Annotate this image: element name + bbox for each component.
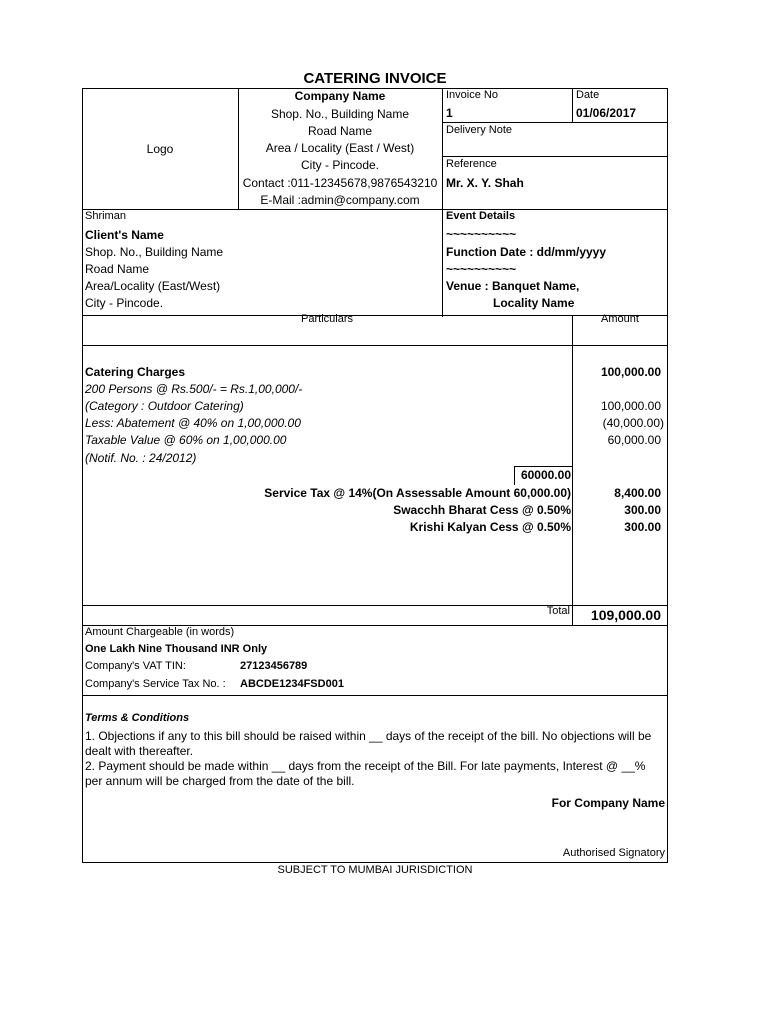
company-address-3: Area / Locality (East / West): [265, 141, 415, 155]
event-venue-2: Locality Name: [493, 296, 575, 310]
tax-amount: 300.00: [624, 503, 661, 517]
tax-amount: 300.00: [624, 520, 661, 534]
client-address-3: Area/Locality (East/West): [85, 279, 221, 293]
detail-amount: 60,000.00: [607, 433, 661, 447]
date-value: 01/06/2017: [576, 106, 637, 120]
company-address-1: Shop. No., Building Name: [270, 107, 410, 121]
client-address-1: Shop. No., Building Name: [85, 245, 224, 259]
date-divider: [572, 88, 573, 122]
terms-heading: Terms & Conditions: [85, 712, 190, 724]
detail-line: (Notif. No. : 24/2012): [85, 451, 197, 465]
catering-charges-label: Catering Charges: [85, 365, 186, 379]
service-tax-value: ABCDE1234FSD001: [240, 678, 344, 690]
client-prefix: Shriman: [85, 210, 126, 222]
tax-label: Swacchh Bharat Cess @ 0.50%: [393, 503, 571, 517]
terms-item: 2. Payment should be made within __ days from the receipt of the Bill. For late payments, Interest @ __% per annum will be charged from the date of the bill.: [85, 759, 646, 788]
event-function-date: Function Date : dd/mm/yyyy: [446, 245, 607, 259]
terms-item: 1. Objections if any to this bill should be raised within __ days of the receipt of the bill. No objections will be dealt with thereafter.: [85, 729, 652, 758]
invoice-no-value: 1: [446, 106, 453, 120]
reference-value: Mr. X. Y. Shah: [446, 176, 524, 190]
detail-line: Taxable Value @ 60% on 1,00,000.00: [85, 433, 287, 447]
detail-line: 200 Persons @ Rs.500/- = Rs.1,00,000/-: [85, 382, 303, 396]
header-bottom-line: [82, 209, 668, 210]
particulars-header: Particulars: [301, 313, 353, 325]
client-name: Client's Name: [85, 228, 164, 242]
date-label: Date: [576, 89, 600, 101]
event-separator-1: ~~~~~~~~~~: [446, 227, 517, 241]
client-address-4: City - Pincode.: [85, 296, 164, 310]
company-address-2: Road Name: [307, 124, 373, 138]
invoice-no-label: Invoice No: [446, 89, 498, 101]
event-details-label: Event Details: [446, 210, 516, 222]
delivery-note-label: Delivery Note: [446, 124, 513, 136]
for-company-name: For Company Name: [551, 796, 665, 810]
detail-line: Less: Abatement @ 40% on 1,00,000.00: [85, 416, 301, 430]
reference-label: Reference: [446, 158, 497, 170]
company-name: Company Name: [294, 89, 386, 103]
service-tax-label: Company's Service Tax No. :: [85, 678, 226, 690]
total-amount: 109,000.00: [590, 607, 661, 623]
amount-words-label: Amount Chargeable (in words): [85, 626, 235, 638]
amount-header: Amount: [601, 313, 639, 325]
jurisdiction-note: SUBJECT TO MUMBAI JURISDICTION: [277, 864, 473, 876]
company-contact: Contact :011-12345678,9876543210: [242, 176, 438, 190]
tax-amount: 8,400.00: [614, 486, 661, 500]
detail-line: (Category : Outdoor Catering): [85, 399, 244, 413]
detail-amount: 100,000.00: [600, 399, 661, 413]
company-email: E-Mail :admin@company.com: [260, 193, 420, 207]
table-header-line: [82, 345, 668, 346]
catering-charges-amount: 100,000.00: [600, 365, 661, 379]
logo-placeholder: Logo: [146, 142, 174, 156]
event-separator-2: ~~~~~~~~~~: [446, 262, 517, 276]
tax-label: Krishi Kalyan Cess @ 0.50%: [409, 520, 571, 534]
invoice-row-line: [442, 122, 668, 123]
authorised-signatory: Authorised Signatory: [562, 847, 665, 859]
assessable-value: 60000.00: [520, 468, 571, 482]
invoice-title: CATERING INVOICE: [303, 70, 447, 87]
total-label: Total: [546, 605, 570, 617]
company-address-4: City - Pincode.: [300, 158, 380, 172]
terms-top-line: [82, 695, 668, 696]
client-address-2: Road Name: [85, 262, 150, 276]
tax-label: Service Tax @ 14%(On Assessable Amount 60,000.00): [264, 486, 571, 500]
vat-tin-value: 27123456789: [240, 660, 308, 672]
delivery-row-line: [442, 156, 668, 157]
detail-amount: (40,000.00): [602, 416, 664, 430]
event-venue-1: Venue : Banquet Name,: [446, 279, 580, 293]
amount-words-value: One Lakh Nine Thousand INR Only: [85, 643, 268, 655]
vat-tin-label: Company's VAT TIN:: [85, 660, 186, 672]
total-top-line: [82, 605, 668, 606]
